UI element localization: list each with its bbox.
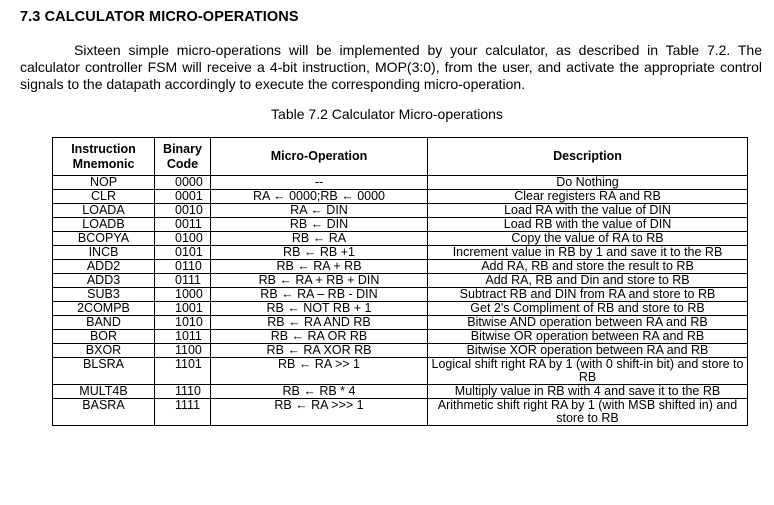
intro-paragraph: Sixteen simple micro-operations will be implemented by your calculator, as described in Table 7.2. The calculator controller FSM will receive a 4-bit instruction, MOP(3:0), from the user, and activate the appropriate control signals to the datapath accordingly to execute the corresponding micro-operation. — [20, 42, 762, 92]
binary-code-cell: 0010 — [155, 204, 211, 218]
table-row — [53, 176, 748, 190]
table-header-row — [53, 138, 748, 176]
table-row — [53, 274, 748, 288]
mnemonic-cell: BASRA — [53, 399, 155, 426]
mnemonic-cell: LOADA — [53, 204, 155, 218]
description-cell: Bitwise OR operation between RA and RB — [428, 330, 748, 344]
micro-operation-cell: RB ← RA XOR RB — [211, 344, 428, 358]
binary-code-cell: 1110 — [155, 385, 211, 399]
table-row — [53, 288, 748, 302]
binary-code-cell: 0101 — [155, 246, 211, 260]
binary-code-cell: 0100 — [155, 232, 211, 246]
section-title: 7.3 CALCULATOR MICRO-OPERATIONS — [20, 9, 299, 25]
mnemonic-cell: 2COMPB — [53, 302, 155, 316]
table-body — [53, 176, 748, 426]
micro-operation-cell: RB ← RA >> 1 — [211, 358, 428, 385]
micro-operations-table — [52, 137, 748, 426]
table-row — [53, 358, 748, 385]
header-binary-line1: Binary — [163, 141, 202, 156]
micro-operation-cell: RB ← RA + RB + DIN — [211, 274, 428, 288]
header-operation: Micro-Operation — [211, 138, 428, 176]
mnemonic-cell: NOP — [53, 176, 155, 190]
binary-code-cell: 1001 — [155, 302, 211, 316]
mnemonic-cell: CLR — [53, 190, 155, 204]
mnemonic-cell: ADD3 — [53, 274, 155, 288]
micro-operation-cell: RB ← RA AND RB — [211, 316, 428, 330]
description-cell: Logical shift right RA by 1 (with 0 shift-in bit) and store to RB — [428, 358, 748, 385]
table-row — [53, 232, 748, 246]
header-binary — [155, 138, 211, 176]
description-cell: Copy the value of RA to RB — [428, 232, 748, 246]
description-cell: Load RA with the value of DIN — [428, 204, 748, 218]
binary-code-cell: 1100 — [155, 344, 211, 358]
binary-code-cell: 1111 — [155, 399, 211, 426]
description-cell: Arithmetic shift right RA by 1 (with MSB shifted in) and store to RB — [428, 399, 748, 426]
description-cell: Bitwise XOR operation between RA and RB — [428, 344, 748, 358]
micro-operation-cell: -- — [211, 176, 428, 190]
mnemonic-cell: BCOPYA — [53, 232, 155, 246]
mnemonic-cell: INCB — [53, 246, 155, 260]
mnemonic-cell: LOADB — [53, 218, 155, 232]
micro-operation-cell: RA ← 0000;RB ← 0000 — [211, 190, 428, 204]
description-cell: Bitwise AND operation between RA and RB — [428, 316, 748, 330]
mnemonic-cell: ADD2 — [53, 260, 155, 274]
table-row — [53, 385, 748, 399]
binary-code-cell: 0000 — [155, 176, 211, 190]
micro-operation-cell: RB ← NOT RB + 1 — [211, 302, 428, 316]
table-row — [53, 190, 748, 204]
micro-operation-cell: RB ← DIN — [211, 218, 428, 232]
binary-code-cell: 0001 — [155, 190, 211, 204]
binary-code-cell: 0110 — [155, 260, 211, 274]
micro-operation-cell: RB ← RA – RB - DIN — [211, 288, 428, 302]
table-row — [53, 246, 748, 260]
table-row — [53, 399, 748, 426]
table-row — [53, 330, 748, 344]
micro-operation-cell: RA ← DIN — [211, 204, 428, 218]
mnemonic-cell: SUB3 — [53, 288, 155, 302]
description-cell: Clear registers RA and RB — [428, 190, 748, 204]
micro-operation-cell: RB ← RA >>> 1 — [211, 399, 428, 426]
description-cell: Load RB with the value of DIN — [428, 218, 748, 232]
description-cell: Get 2's Compliment of RB and store to RB — [428, 302, 748, 316]
binary-code-cell: 1011 — [155, 330, 211, 344]
table-row — [53, 218, 748, 232]
description-cell: Multiply value in RB with 4 and save it to the RB — [428, 385, 748, 399]
description-cell: Add RA, RB and store the result to RB — [428, 260, 748, 274]
micro-operation-cell: RB ← RA + RB — [211, 260, 428, 274]
binary-code-cell: 1101 — [155, 358, 211, 385]
binary-code-cell: 1010 — [155, 316, 211, 330]
description-cell: Subtract RB and DIN from RA and store to RB — [428, 288, 748, 302]
table-row — [53, 260, 748, 274]
binary-code-cell: 0111 — [155, 274, 211, 288]
binary-code-cell: 0011 — [155, 218, 211, 232]
table-row — [53, 344, 748, 358]
header-mnemonic-line1: Instruction — [71, 141, 136, 156]
table-row — [53, 316, 748, 330]
mnemonic-cell: BXOR — [53, 344, 155, 358]
mnemonic-cell: BAND — [53, 316, 155, 330]
binary-code-cell: 1000 — [155, 288, 211, 302]
micro-operation-cell: RB ← RB * 4 — [211, 385, 428, 399]
description-cell: Add RA, RB and Din and store to RB — [428, 274, 748, 288]
mnemonic-cell: MULT4B — [53, 385, 155, 399]
mnemonic-cell: BLSRA — [53, 358, 155, 385]
mnemonic-cell: BOR — [53, 330, 155, 344]
micro-operation-cell: RB ← RB +1 — [211, 246, 428, 260]
header-description: Description — [428, 138, 748, 176]
header-mnemonic — [53, 138, 155, 176]
micro-operation-cell: RB ← RA — [211, 232, 428, 246]
table-caption: Table 7.2 Calculator Micro-operations — [271, 106, 503, 122]
micro-operation-cell: RB ← RA OR RB — [211, 330, 428, 344]
table-row — [53, 204, 748, 218]
header-binary-line2: Code — [166, 156, 199, 171]
description-cell: Increment value in RB by 1 and save it to the RB — [428, 246, 748, 260]
header-mnemonic-line2: Mnemonic — [72, 156, 135, 171]
description-cell: Do Nothing — [428, 176, 748, 190]
table-row — [53, 302, 748, 316]
